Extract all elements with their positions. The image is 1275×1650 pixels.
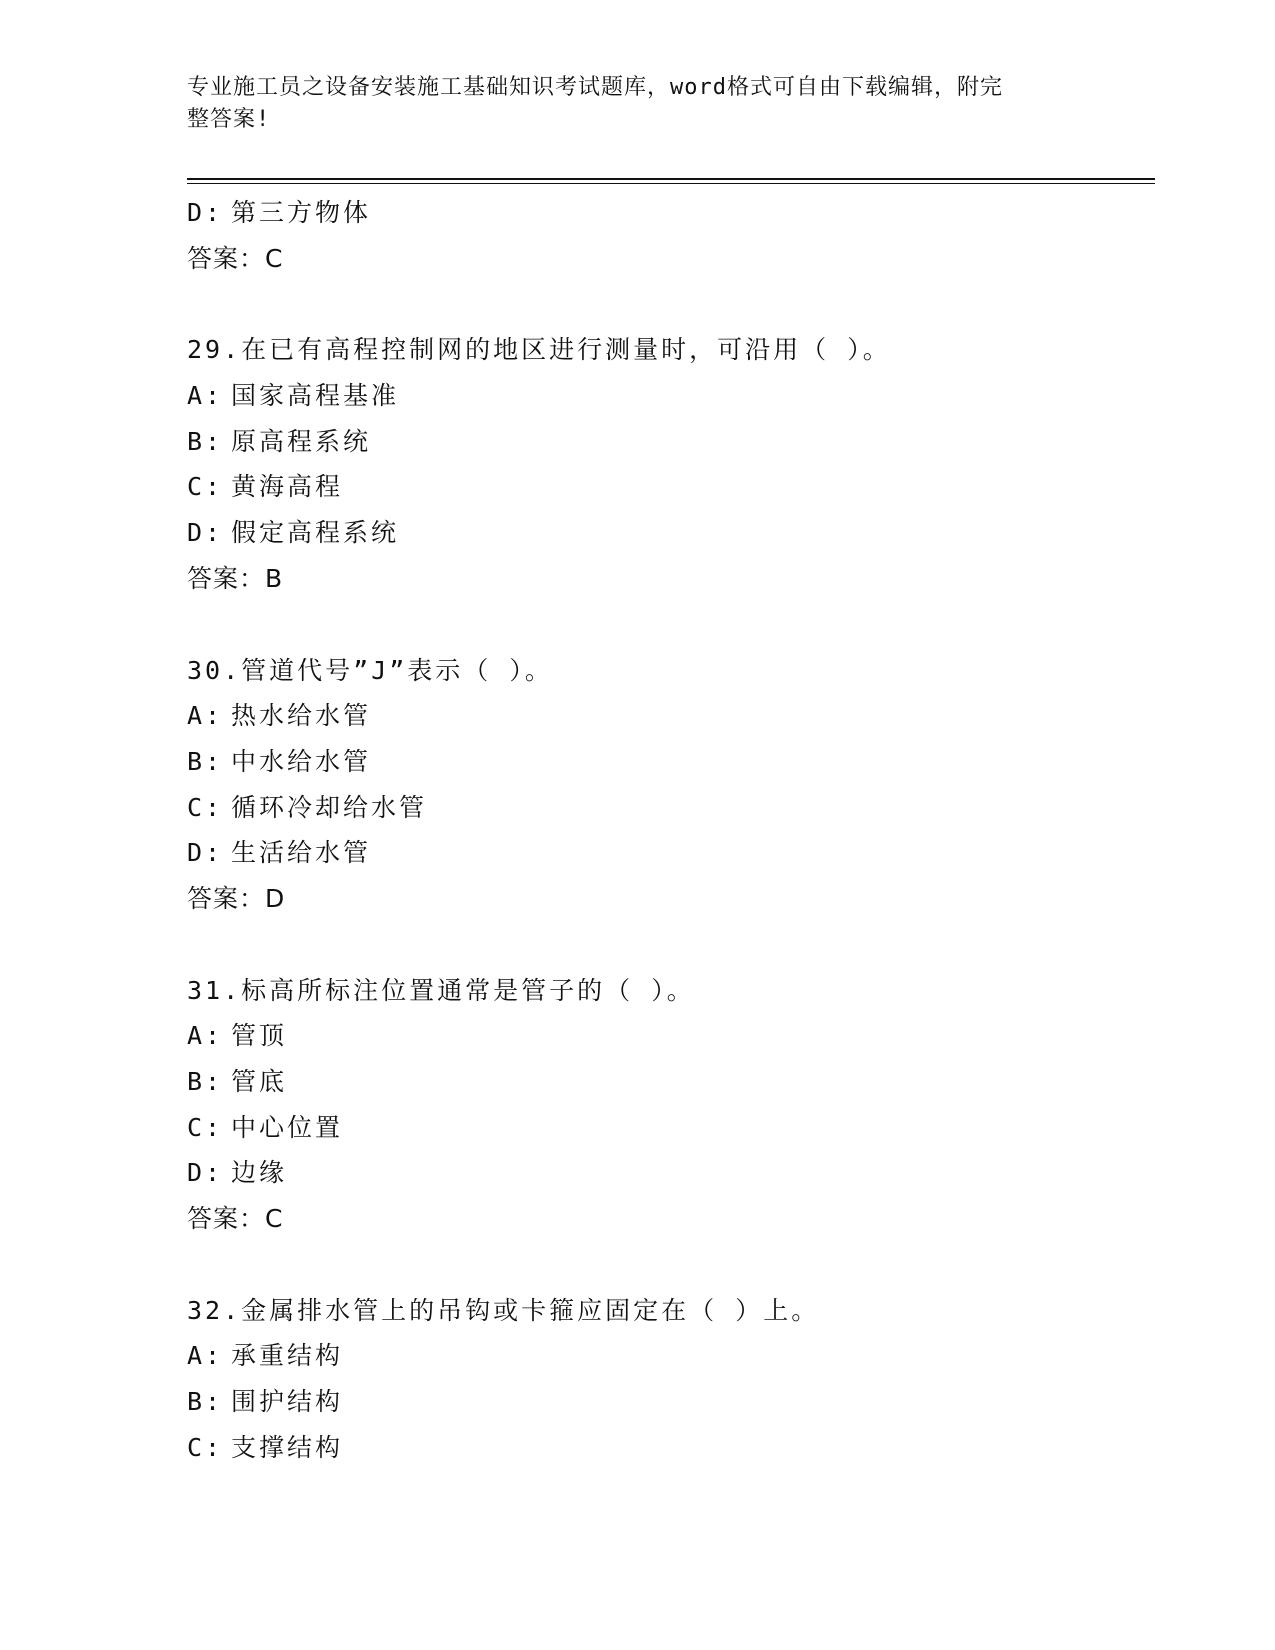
- option-c: [187, 1425, 1147, 1471]
- option-letter: B:: [187, 1067, 224, 1096]
- option-text: 中水给水管: [231, 746, 372, 776]
- header-divider-thick: [187, 178, 1155, 180]
- question-stem: 29.在已有高程控制网的地区进行测量时，可沿用（ ）。: [187, 335, 891, 365]
- option-d: [187, 190, 1147, 236]
- option-letter: C:: [187, 1112, 224, 1142]
- option-letter: D:: [187, 198, 224, 227]
- option-text: 生活给水管: [231, 838, 372, 868]
- option-c: [187, 1105, 1147, 1151]
- option-text: 黄海高程: [231, 472, 344, 502]
- option-a: [187, 1013, 1147, 1059]
- answer-line: 答案：D: [187, 883, 286, 913]
- option-c: [187, 785, 1147, 831]
- spacer: [187, 281, 1147, 327]
- option-text: 第三方物体: [231, 198, 372, 227]
- option-letter: B:: [187, 746, 224, 776]
- document-body: [187, 190, 1147, 1471]
- option-text: 边缘: [231, 1158, 288, 1188]
- option-text: 国家高程基准: [231, 381, 400, 411]
- spacer: [187, 1242, 1147, 1288]
- option-letter: D:: [187, 1158, 224, 1188]
- header-divider-thin: [187, 183, 1155, 184]
- option-text: 假定高程系统: [231, 518, 400, 548]
- option-text: 热水给水管: [231, 701, 372, 731]
- option-letter: A:: [187, 1021, 224, 1051]
- option-b: [187, 1379, 1147, 1425]
- option-letter: A:: [187, 701, 224, 731]
- spacer: [187, 922, 1147, 968]
- option-text: 中心位置: [231, 1112, 344, 1142]
- option-text: 承重结构: [231, 1341, 344, 1371]
- option-d: [187, 510, 1147, 556]
- option-text: 循环冷却给水管: [231, 792, 428, 822]
- option-text: 管底: [231, 1067, 288, 1096]
- option-b: [187, 1059, 1147, 1105]
- option-letter: B:: [187, 426, 224, 456]
- answer-line: 答案：C: [187, 243, 284, 273]
- question-stem: 32.金属排水管上的吊钩或卡箍应固定在（ ）上。: [187, 1295, 820, 1325]
- option-b: [187, 739, 1147, 785]
- option-text: 支撑结构: [231, 1432, 344, 1462]
- option-letter: C:: [187, 792, 224, 822]
- option-letter: D:: [187, 518, 224, 548]
- option-letter: A:: [187, 381, 224, 411]
- option-b: [187, 419, 1147, 465]
- option-letter: D:: [187, 838, 224, 868]
- option-a: [187, 373, 1147, 419]
- page-header: [187, 72, 1067, 136]
- option-a: [187, 1333, 1147, 1379]
- question-stem: 30.管道代号”J”表示（ ）。: [187, 655, 553, 685]
- option-letter: A:: [187, 1341, 224, 1371]
- option-d: [187, 1150, 1147, 1196]
- header-line-2: 整答案!: [187, 107, 271, 132]
- question-stem: 31.标高所标注位置通常是管子的（ ）。: [187, 975, 695, 1005]
- option-c: [187, 464, 1147, 510]
- answer-line: 答案：C: [187, 1204, 284, 1234]
- option-letter: C:: [187, 1432, 224, 1462]
- option-text: 围护结构: [231, 1387, 344, 1417]
- option-text: 管顶: [231, 1021, 288, 1051]
- option-text: 原高程系统: [231, 426, 372, 456]
- header-line-1: 专业施工员之设备安装施工基础知识考试题库，word格式可自由下载编辑，附完: [187, 75, 1003, 100]
- option-letter: B:: [187, 1387, 224, 1417]
- option-letter: C:: [187, 472, 224, 502]
- option-a: [187, 693, 1147, 739]
- spacer: [187, 602, 1147, 648]
- answer-line: 答案：B: [187, 563, 284, 593]
- option-d: [187, 830, 1147, 876]
